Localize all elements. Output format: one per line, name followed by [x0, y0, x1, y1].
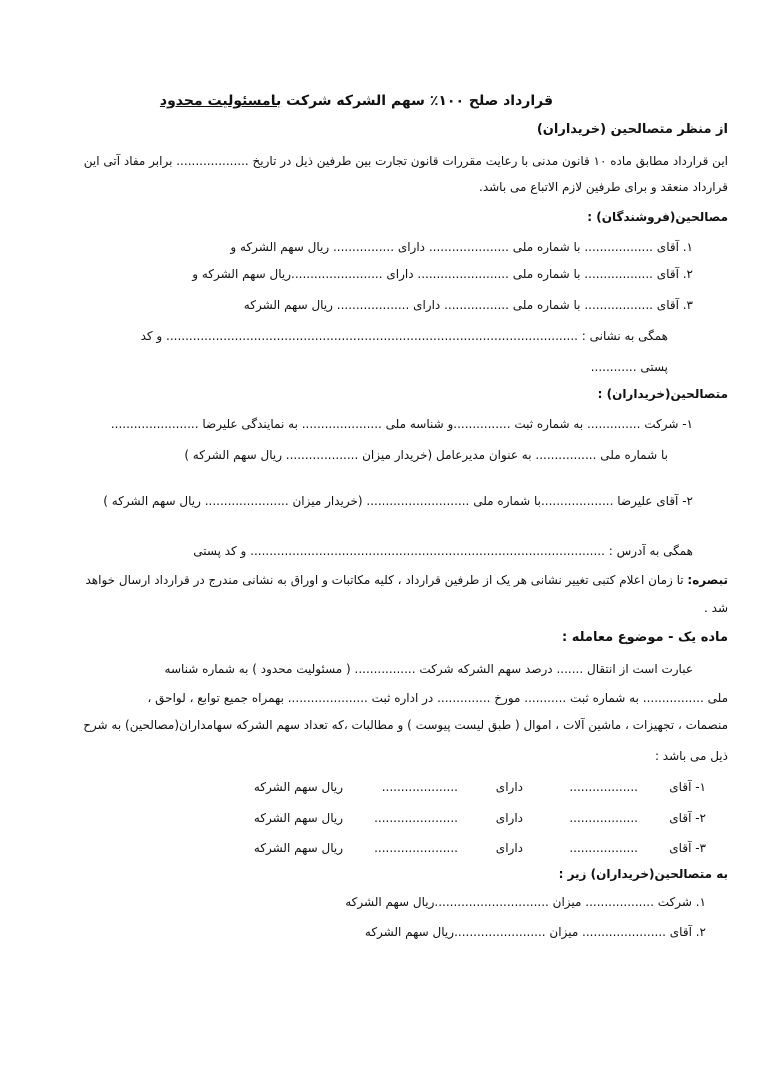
row-amount-field: ......................: [374, 841, 458, 855]
row-label: ۱- آقای: [669, 780, 706, 794]
row-unit: ریال سهم الشرکه: [253, 811, 343, 825]
seller-line-2: ۲. آقای .................. با شماره ملی ........................ دارای ........................ریال سهم الشرکه و: [192, 267, 693, 281]
article-1-line-3: منصمات ، تجهیزات ، ماشین آلات ، اموال ( طبق لیست پیوست ) و مطالبات ،که تعداد سهم الشرکه سهامداران(مصالحین) به شرح: [83, 718, 728, 732]
row-amount-field: ....................: [381, 780, 458, 794]
row-amount-field: ......................: [374, 811, 458, 825]
note-text: تا زمان اعلام کتبی تغییر نشانی هر یک از طرفین قرارداد ، کلیه مکاتبات و اوراق به نشانی مندرج در قرارداد ارسال خواهد: [85, 573, 688, 587]
row-unit: ریال سهم الشرکه: [253, 780, 343, 794]
title-text: قرارداد صلح ۱۰۰٪ سهم الشرکه شرکت: [281, 93, 553, 109]
note-line-2: شد .: [704, 601, 728, 615]
article-buyer-line-1: ۱. شرکت .................. میزان ..............................ریال سهم الشرکه: [345, 895, 706, 909]
seller-line-3: ۳. آقای .................. با شماره ملی ................. دارای ................... ریال سهم الشرکه: [243, 298, 693, 312]
row-unit: ریال سهم الشرکه: [253, 841, 343, 855]
row-label: ۲- آقای: [669, 811, 706, 825]
article-buyer-line-2: ۲. آقای ...................... میزان ........................ریال سهم الشرکه: [364, 925, 706, 939]
note-line-1: [86, 572, 729, 588]
buyer-line-2: ۲- آقای علیرضا ...................با شماره ملی ........................... (خریدار میزان ...................... ریال سهم الشرکه ): [103, 494, 693, 508]
buyer-line-1-continued: با شماره ملی ................ به عنوان مدیرعامل (خریدار میزان ................... ریال سهم الشرکه ): [184, 448, 668, 462]
buyer-line-1: ۱- شرکت .............. به شماره ثبت ...............و شناسه ملی ..................... به نمایندگی علیرضا .......................: [110, 417, 693, 431]
document-subtitle: از منظر متصالحین (خریداران): [536, 122, 728, 137]
article-1-heading: ماده یک - موضوع معامله :: [562, 630, 728, 645]
note-label: تبصره:: [687, 573, 728, 587]
sellers-heading: مصالحین(فروشندگان) :: [587, 210, 728, 224]
buyers-heading: متصالحین(خریداران) :: [597, 387, 728, 401]
row-has: دارای: [495, 841, 523, 855]
intro-line-1: این قرارداد مطابق ماده ۱۰ قانون مدنی با رعایت مقررات قانون تجارت بین طرفین ذیل در تاریخ ................... برابر مفاد آتی این: [83, 154, 728, 168]
row-has: دارای: [495, 780, 523, 794]
buyers-address-line: همگی به آدرس : ............................................................................................. و کد پستی: [193, 544, 693, 558]
to-buyers-heading: به متصالحین(خریداران) زیر :: [558, 867, 728, 881]
document-title: [160, 93, 553, 109]
article-1-line-4: ذیل می باشد :: [654, 749, 728, 763]
sellers-address-line: همگی به نشانی : ............................................................................................................ و کد: [140, 329, 668, 343]
title-underlined-text: بامسئولیت محدود: [159, 93, 282, 109]
row-name-field: ..................: [569, 841, 638, 855]
article-1-line-2: ملی ................ به شماره ثبت ........... مورخ .............. در اداره ثبت ..................... بهمراه جمیع توابع ، لواحق ،: [147, 691, 728, 705]
intro-line-2: قرارداد منعقد و برای طرفین لازم الاتباع می باشد.: [479, 180, 728, 194]
sellers-postal-line: پستی ............: [590, 360, 668, 374]
row-has: دارای: [495, 811, 523, 825]
row-name-field: ..................: [569, 811, 638, 825]
row-label: ۳- آقای: [669, 841, 706, 855]
seller-line-1: ۱. آقای .................. با شماره ملی ..................... دارای ................ ریال سهم الشرکه و: [230, 240, 693, 254]
row-name-field: ..................: [569, 780, 638, 794]
article-1-line-1: عبارت است از انتقال ....... درصد سهم الشرکه شرکت ................ ( مسئولیت محدود ) به شماره شناسه: [164, 662, 693, 676]
